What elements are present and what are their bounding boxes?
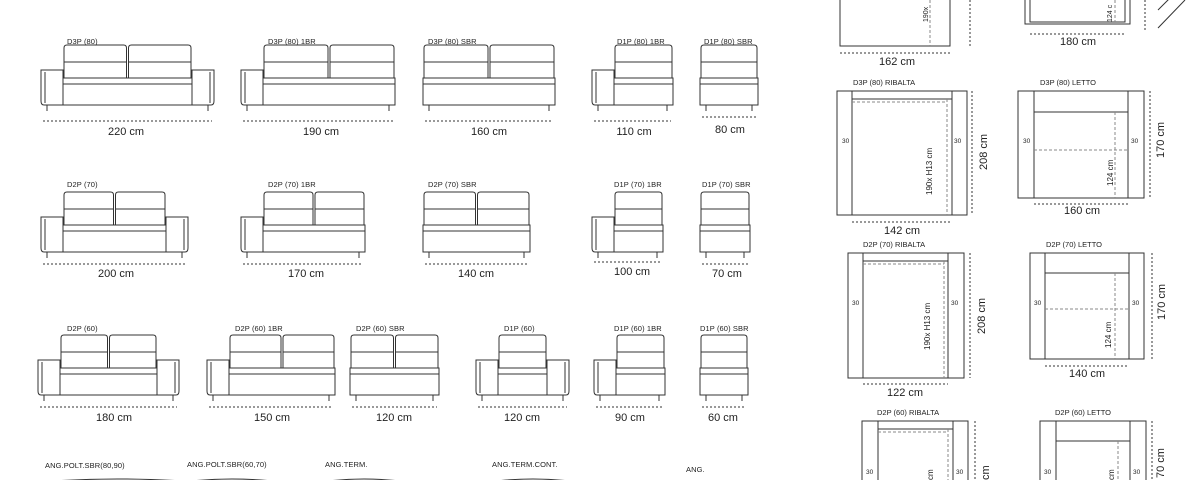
plan-width: 160 cm (1063, 205, 1101, 217)
plan-mattress: 124 cm (1104, 321, 1113, 348)
plan-depth: 208 cm (978, 133, 990, 170)
model-label: D1P (60) 1BR (614, 324, 662, 333)
plan-width: 122 cm (886, 387, 924, 399)
sofa-base (700, 231, 750, 252)
sofa-arm (41, 70, 63, 105)
arm-width: 30 (1132, 300, 1140, 307)
seat-band (700, 225, 750, 231)
plan-label: D2P (70) LETTO (1046, 240, 1102, 249)
sofa-base (423, 231, 530, 252)
seat-band (498, 368, 547, 374)
sofa-base (614, 84, 673, 105)
model-label: D1P (80) 1BR (617, 37, 665, 46)
width-dimension: 180 cm (95, 412, 133, 424)
seat-band (700, 78, 758, 84)
corner-label: ANG.TERM. (325, 460, 368, 469)
sofa-base (700, 84, 758, 105)
model-label: D1P (70) 1BR (614, 180, 662, 189)
width-dimension: 80 cm (715, 124, 745, 136)
plan-width: 140 cm (1068, 368, 1106, 380)
arm-width: 30 (1133, 469, 1141, 476)
plan-mattress: 190x H13 cm (925, 147, 934, 195)
plan-mattress: 190x (923, 6, 930, 22)
arm-width: 30 (1131, 138, 1139, 145)
model-label: D2P (60) 1BR (235, 324, 283, 333)
width-dimension: 70 cm (712, 268, 742, 280)
sofa-base (614, 231, 663, 252)
sofa-arm (547, 360, 569, 395)
seat-band (63, 78, 192, 84)
arm-width: 30 (954, 138, 962, 145)
sofa-base (263, 231, 365, 252)
model-label: D1P (60) (504, 324, 535, 333)
seat-band (263, 78, 395, 84)
arm-width: 30 (951, 300, 959, 307)
corner-label: ANG. (686, 465, 705, 474)
plan-label: D2P (60) RIBALTA (877, 408, 940, 417)
sofa-arm (241, 70, 263, 105)
sofa-base (616, 374, 665, 395)
plan-depth: 170 cm (1156, 283, 1168, 320)
model-label: D2P (70) SBR (428, 180, 477, 189)
width-dimension: 100 cm (613, 266, 651, 278)
sofa-arm (166, 217, 188, 252)
sofa-arm (41, 217, 63, 252)
sofa-arm (592, 70, 614, 105)
width-dimension: 110 cm (616, 126, 652, 138)
sofa-base (350, 374, 439, 395)
model-label: D3P (80) 1BR (268, 37, 316, 46)
sofa-arm (157, 360, 179, 395)
corner-label: ANG.POLT.SBR(60,70) (187, 460, 267, 469)
plan-label: D3P (80) RIBALTA (853, 78, 916, 87)
sofa-base (60, 374, 157, 395)
plan-mattress: cm (926, 469, 935, 480)
model-label: D2P (70) 1BR (268, 180, 316, 189)
seat-band (616, 368, 665, 374)
width-dimension: 220 cm (107, 126, 145, 138)
seat-band (63, 225, 166, 231)
plan-width: 180 cm (1059, 36, 1097, 48)
sofa-arm (207, 360, 229, 395)
model-label: D1P (60) SBR (700, 324, 749, 333)
model-label: D2P (60) SBR (356, 324, 405, 333)
width-dimension: 150 cm (253, 412, 291, 424)
model-label: D1P (80) SBR (704, 37, 753, 46)
model-label: D1P (70) SBR (702, 180, 751, 189)
corner-label: ANG.TERM.CONT. (492, 460, 558, 469)
plan-depth: 170 cm (1155, 121, 1167, 158)
sofa-base (63, 84, 192, 105)
seat-band (423, 225, 530, 231)
model-label: D2P (70) (67, 180, 98, 189)
sofa-base (498, 374, 547, 395)
plan-label: D2P (60) LETTO (1055, 408, 1111, 417)
plan-mattress: 124 cm (1106, 159, 1115, 186)
plan-label: D3P (80) LETTO (1040, 78, 1096, 87)
plan-width: 142 cm (883, 225, 921, 237)
seat-band (263, 225, 365, 231)
model-label: D3P (80) SBR (428, 37, 477, 46)
width-dimension: 90 cm (615, 412, 645, 424)
seat-band (614, 225, 663, 231)
seat-band (350, 368, 439, 374)
model-label: D2P (60) (67, 324, 98, 333)
plan-width: 162 cm (878, 56, 916, 68)
seat-band (60, 368, 157, 374)
width-dimension: 60 cm (708, 412, 738, 424)
model-label: D3P (80) (67, 37, 98, 46)
plan-mattress: 190x H13 cm (923, 302, 932, 350)
arm-width: 30 (866, 469, 874, 476)
sofa-arm (592, 217, 614, 252)
sofa-base (63, 231, 166, 252)
arm-width: 30 (1023, 138, 1031, 145)
width-dimension: 120 cm (375, 412, 413, 424)
seat-band (229, 368, 335, 374)
corner-label: ANG.POLT.SBR(80,90) (45, 461, 125, 470)
sofa-base (263, 84, 395, 105)
arm-width: 30 (956, 469, 964, 476)
plan-depth: cm (980, 465, 992, 480)
sofa-base (423, 84, 555, 105)
sofa-base (700, 374, 748, 395)
plan-depth: 70 cm (1155, 448, 1167, 478)
width-dimension: 170 cm (287, 268, 325, 280)
seat-band (700, 368, 748, 374)
plan-label: D2P (70) RIBALTA (863, 240, 926, 249)
width-dimension: 190 cm (302, 126, 340, 138)
sofa-arm (38, 360, 60, 395)
sofa-arm (241, 217, 263, 252)
sofa-arm (192, 70, 214, 105)
arm-width: 30 (842, 138, 850, 145)
arm-width: 30 (852, 300, 860, 307)
width-dimension: 160 cm (470, 126, 508, 138)
plan-mattress: cm (1107, 469, 1116, 480)
sofa-base (229, 374, 335, 395)
sofa-arm (594, 360, 616, 395)
width-dimension: 120 cm (503, 412, 541, 424)
sofa-arm (476, 360, 498, 395)
width-dimension: 200 cm (97, 268, 135, 280)
plan-mattress: 124 c (1107, 4, 1114, 22)
plan-depth: 208 cm (976, 297, 988, 334)
seat-band (614, 78, 673, 84)
width-dimension: 140 cm (457, 268, 495, 280)
arm-width: 30 (1044, 469, 1052, 476)
arm-width: 30 (1034, 300, 1042, 307)
seat-band (423, 78, 555, 84)
